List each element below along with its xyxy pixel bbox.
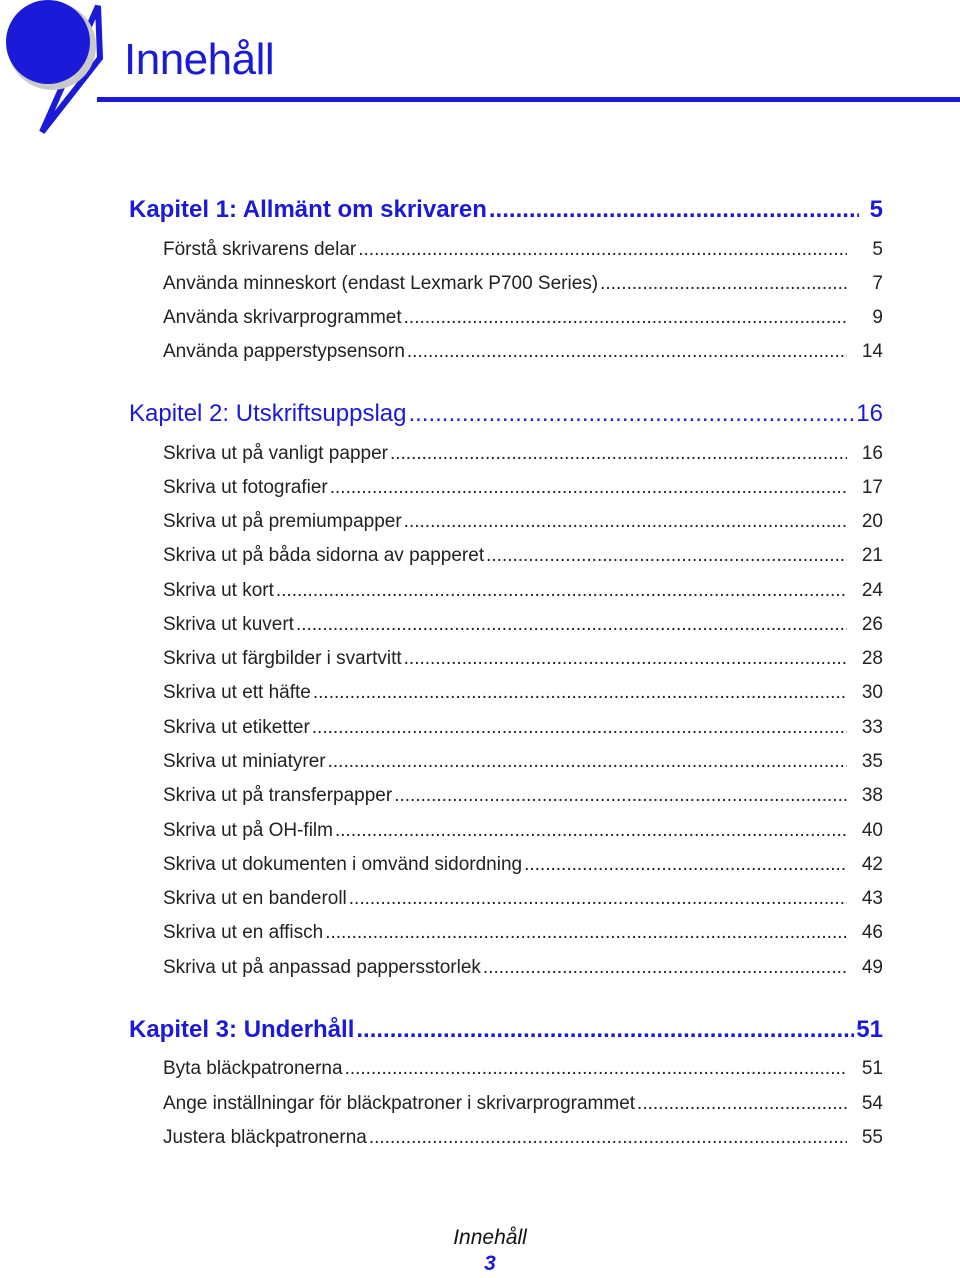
toc-entry-label: Skriva ut på OH-film: [163, 820, 333, 841]
toc-entry[interactable]: [163, 341, 883, 363]
toc-leader-dots: [356, 1016, 854, 1044]
toc-entry[interactable]: [163, 511, 883, 533]
toc-entry[interactable]: [163, 888, 883, 910]
toc-page-number: 40: [861, 820, 883, 841]
toc-entry[interactable]: [163, 614, 883, 636]
footer-section-label: Innehåll: [453, 1226, 527, 1249]
toc-chapter-label: Kapitel 3: Underhåll: [129, 1016, 355, 1043]
toc-chapter-label: Kapitel 2: Utskriftsuppslag: [129, 400, 407, 427]
toc-leader-dots: [404, 511, 847, 533]
toc-leader-dots: [369, 1127, 847, 1149]
toc-entry-label: Skriva ut etiketter: [163, 717, 310, 738]
toc-chapter-3[interactable]: [129, 1016, 883, 1044]
toc-leader-dots: [330, 477, 847, 499]
toc-page-number: 46: [861, 922, 883, 943]
toc-leader-dots: [483, 957, 847, 979]
toc-page-number: 24: [861, 580, 883, 601]
toc-entry-label: Skriva ut på premiumpapper: [163, 511, 402, 532]
toc-page-number: 17: [861, 477, 883, 498]
toc-leader-dots: [312, 717, 847, 739]
toc-entry-label: Skriva ut en affisch: [163, 922, 324, 943]
toc-leader-dots: [358, 239, 847, 261]
toc-leader-dots: [489, 196, 859, 224]
toc-entry-label: Skriva ut på transferpapper: [163, 785, 393, 806]
toc-page-number: 38: [861, 785, 883, 806]
toc-entry-label: Skriva ut dokumenten i omvänd sidordning: [163, 854, 523, 875]
toc-page-number: 28: [861, 648, 883, 669]
toc-chapter-label: Kapitel 1: Allmänt om skrivaren: [129, 196, 487, 223]
toc-entry[interactable]: [163, 273, 883, 295]
toc-entry[interactable]: [163, 751, 883, 773]
toc-leader-dots: [313, 682, 847, 704]
toc-entry-label: Byta bläckpatronerna: [163, 1058, 343, 1079]
toc-leader-dots: [408, 400, 854, 428]
toc-leader-dots: [325, 922, 847, 944]
toc-page-number: 43: [861, 888, 883, 909]
toc-entry[interactable]: [163, 1127, 883, 1149]
toc-entry[interactable]: [163, 443, 883, 465]
toc-entry-label: Förstå skrivarens delar: [163, 239, 357, 260]
toc-entry-label: Justera bläckpatronerna: [163, 1127, 367, 1148]
toc-leader-dots: [390, 443, 847, 465]
toc-leader-dots: [276, 580, 847, 602]
toc-page-number: 16: [856, 400, 883, 427]
toc-entry[interactable]: [163, 580, 883, 602]
toc-page-number: 35: [861, 751, 883, 772]
toc-page-number: 54: [861, 1093, 883, 1114]
toc-page-number: 26: [861, 614, 883, 635]
toc-entry-label: Skriva ut färgbilder i svartvitt: [163, 648, 402, 669]
toc-entry-label: Skriva ut kort: [163, 580, 274, 601]
toc-entry[interactable]: [163, 820, 883, 842]
toc-page-number: 20: [861, 511, 883, 532]
toc-entry[interactable]: [163, 957, 883, 979]
toc-page-number: 33: [861, 717, 883, 738]
toc-entry-label: Skriva ut på båda sidorna av papperet: [163, 545, 485, 566]
toc-page-number: 21: [861, 545, 883, 566]
toc-page-number: 16: [861, 443, 883, 464]
toc-leader-dots: [404, 648, 847, 670]
toc-leader-dots: [407, 341, 847, 363]
toc-page-number: 30: [861, 682, 883, 703]
toc-entry-label: Skriva ut fotografier: [163, 477, 328, 498]
toc-entry-label: Skriva ut på vanligt papper: [163, 443, 388, 464]
toc-leader-dots: [486, 545, 847, 567]
toc-entry-label: Skriva ut ett häfte: [163, 682, 311, 703]
toc-entry[interactable]: [163, 1093, 883, 1115]
toc-entry-label: Skriva ut kuvert: [163, 614, 294, 635]
toc-entry-label: Skriva ut miniatyrer: [163, 751, 326, 772]
toc-page-number: 5: [872, 239, 883, 260]
toc-entry[interactable]: [163, 854, 883, 876]
toc-entry[interactable]: [163, 307, 883, 329]
toc-page-number: 9: [872, 307, 883, 328]
document-corner-logo-icon: [0, 0, 110, 140]
toc-leader-dots: [349, 888, 847, 910]
toc-page-number: 7: [872, 273, 883, 294]
toc-entry-label: Använda minneskort (endast Lexmark P700 Series): [163, 273, 599, 294]
toc-entry-label: Ange inställningar för bläckpatroner i skrivarprogrammet: [163, 1093, 636, 1114]
footer-page-number: 3: [484, 1252, 496, 1275]
toc-entry[interactable]: [163, 717, 883, 739]
toc-page-number: 49: [861, 957, 883, 978]
title-rule: [97, 97, 960, 102]
toc-leader-dots: [394, 785, 847, 807]
toc-entry[interactable]: [163, 785, 883, 807]
toc-leader-dots: [404, 307, 847, 329]
toc-leader-dots: [345, 1058, 847, 1080]
toc-entry[interactable]: [163, 682, 883, 704]
toc-entry[interactable]: [163, 648, 883, 670]
toc-leader-dots: [524, 854, 847, 876]
toc-leader-dots: [335, 820, 847, 842]
toc-leader-dots: [296, 614, 847, 636]
toc-page-number: 42: [861, 854, 883, 875]
toc-page-number: 14: [861, 341, 883, 362]
toc-page-number: 51: [856, 1016, 883, 1043]
toc-entry[interactable]: [163, 477, 883, 499]
toc-leader-dots: [328, 751, 847, 773]
toc-entry[interactable]: [163, 239, 883, 261]
toc-chapter-1[interactable]: [129, 196, 883, 224]
toc-entry[interactable]: [163, 1058, 883, 1080]
toc-page-number: 5: [869, 196, 883, 223]
toc-chapter-2[interactable]: [129, 400, 883, 428]
toc-entry[interactable]: [163, 545, 883, 567]
page-title: Innehåll: [124, 35, 275, 84]
toc-leader-dots: [637, 1093, 847, 1115]
toc-page-number: 51: [861, 1058, 883, 1079]
toc-entry-label: Skriva ut på anpassad pappersstorlek: [163, 957, 481, 978]
toc-entry[interactable]: [163, 922, 883, 944]
toc-entry-label: Använda skrivarprogrammet: [163, 307, 402, 328]
toc-leader-dots: [600, 273, 847, 295]
toc-entry-label: Skriva ut en banderoll: [163, 888, 347, 909]
toc-entry-label: Använda papperstypsensorn: [163, 341, 405, 362]
toc-page-number: 55: [861, 1127, 883, 1148]
